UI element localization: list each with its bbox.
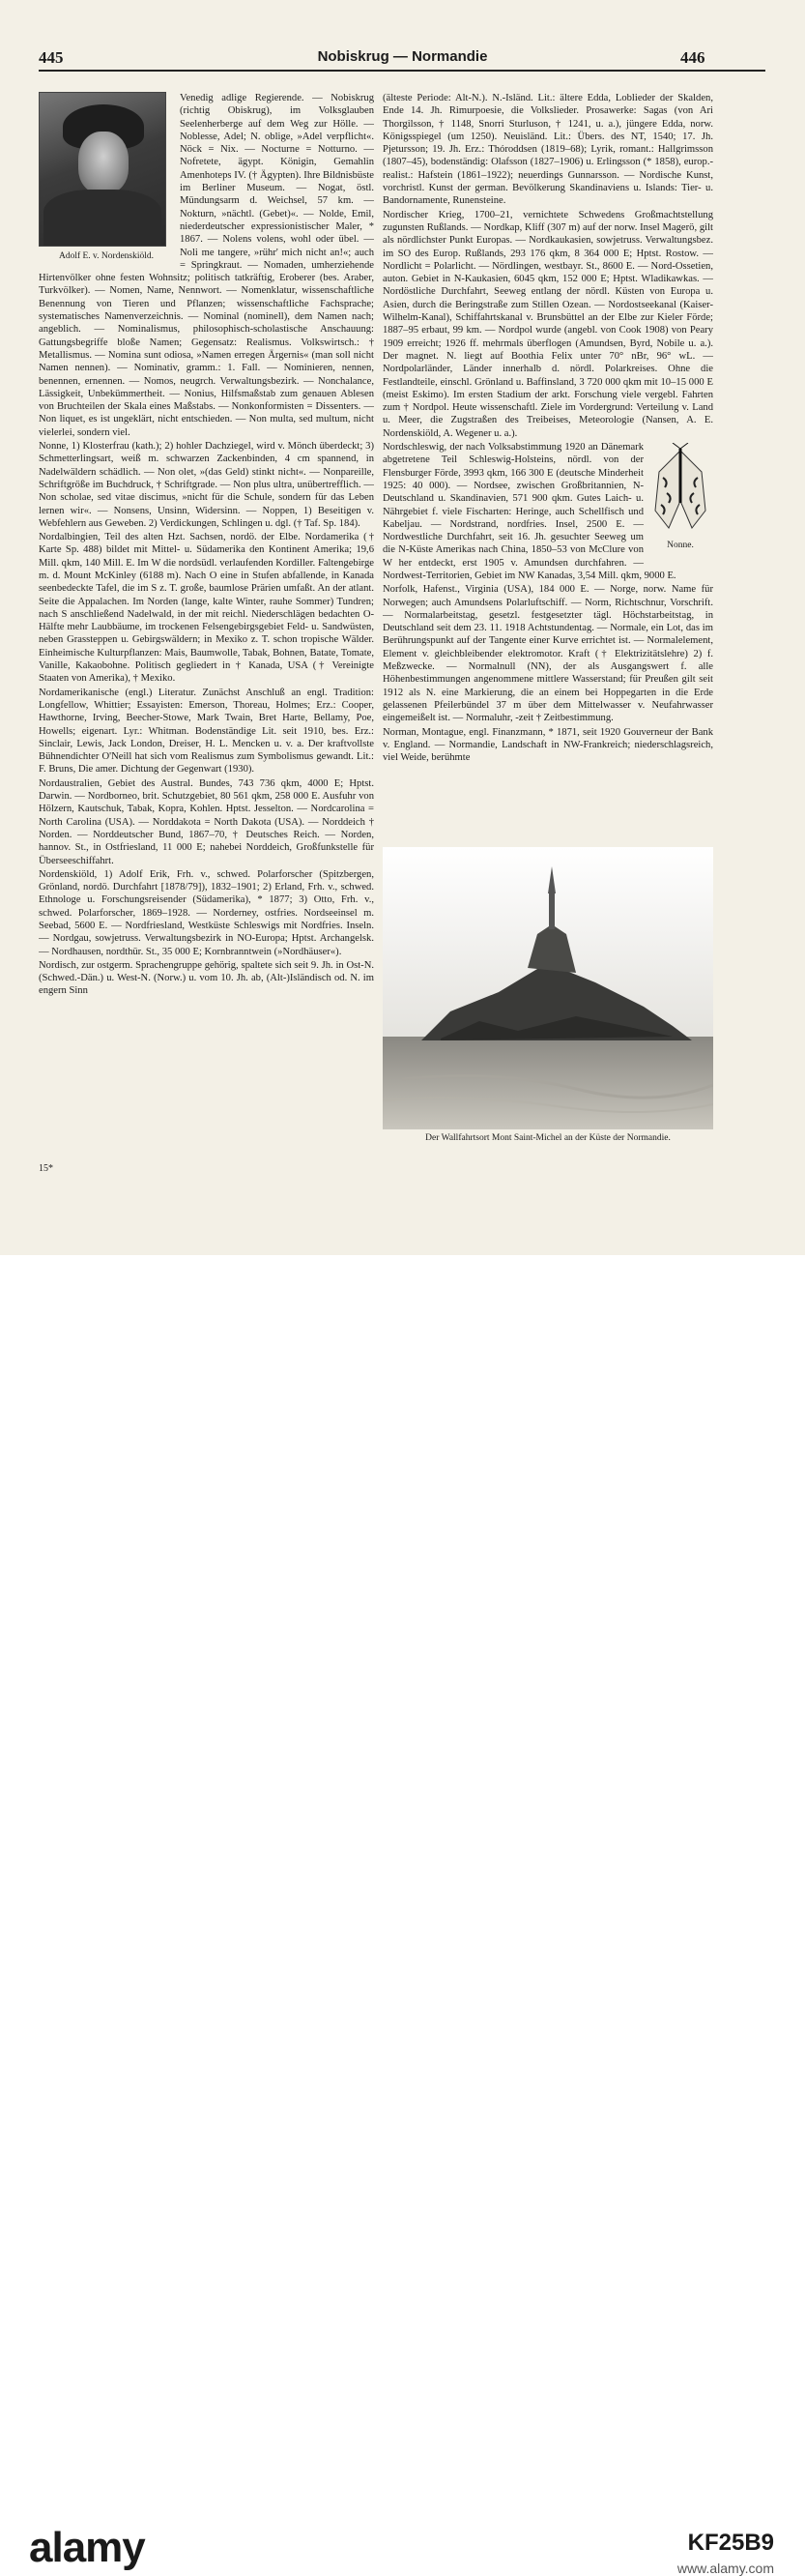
page-number-left: 445: [39, 48, 64, 67]
left-paragraph: Nordalbingien, Teil des alten Hzt. Sachsen, nordö. der Elbe. Nordamerika († Karte Sp. 488) bildet mit Mittel- u. Südamerika den Kontinent Amerika; 19,6 Mill. qkm, 140 Mill. E. Im W die nordsüdl. verlaufenden Kordiller. Faltengebirge m. d. Mount McKinley (6188 m). Nach O eine in Stufen abfallende, in Kanada seenbedeckte Tafel, die im S z. T. große, baumlose Prärien umfaßt. An der atlant. Seite die Appalachen. Im Norden (lange, kalte Winter, rauhe Sommer) Tundren; nach S anschließend Nadelwald, in der mit reichl. Niederschlägen bedachten O-Hälfte mehr Laubbäume, im trockenen Felsengebirgsgebiet Feld- u. Sandwüsten, neben Grassteppen u. Gebirgswäldern; in Mexiko z. T. schon tropische Wälder. Einheimische Kulturpflanzen: Mais, Baumwolle, Tabak, Bohnen, Batate, Tomate, Vanille, Kakaobohne. Politisch gegliedert in † Kanada, USA († Vereinigte Staaten von Amerika), † Mexiko.: [39, 532, 374, 685]
moth-illustration: [649, 443, 711, 536]
left-paragraph: Nonne, 1) Klosterfrau (kath.); 2) hohler Dachziegel, wird v. Mönch überdeckt; 3) Schmetterlingsart, weiß m. schwarzen Zackenbinden, 4 cm spannend, in Nadelwäldern schädlich. — Non olet, »(das Geld) stinkt nicht«. — Nonpareille, Schriftgröße im Buchdruck, † Schriftgrade. — Non plus ultra, unübertrefflich. — Non scholae, sed vitae discimus, »nicht für die Schule, sondern für das Leben lernen wir«. — Nonsens, Unsinn, Widersinn. — Noppen, 1) Beseitigen v. Webfehlern aus Geweben. 2) Verdickungen, Schlingen u. dgl. († Taf. Sp. 184).: [39, 441, 374, 529]
portrait-face: [78, 132, 129, 193]
portrait-coat: [43, 190, 161, 246]
right-column: [383, 92, 713, 810]
left-paragraph: Nordisch, zur ostgerm. Sprachengruppe gehörig, spaltete sich seit 9. Jh. in Ost-N. (Schwed.-Dän.) u. West-N. (Norw.) u. vom 10. Jh. ab, (Alt-)Isländisch od. N. im engern Sinn: [39, 959, 374, 997]
portrait-caption: Adolf E. v. Nordenskiöld.: [58, 251, 155, 261]
image-id: KF25B9: [687, 2530, 774, 2556]
left-column: [39, 92, 374, 1156]
nonne-caption: Nonne.: [667, 541, 694, 551]
mont-saint-michel-photo: [383, 847, 713, 1127]
site-url: www.alamy.com: [676, 2561, 774, 2576]
alamy-logo: alamy: [29, 2524, 145, 2571]
portrait-image: [39, 92, 166, 247]
right-paragraph: (älteste Periode: Alt-N.). N.-Isländ. Lit.: ältere Edda, Loblieder der Skalden, Ende 14. Jh. Rimurpoesie, die Volkslieder. Prosawerke: Sagas (von Ari Thorgilsson, † 1148, Snorri Sturluson, † 1241, u. a.), jüngere Edda, norw. Königsspiegel (um 1250). Neuisländ. Lit.: Übers. des NT, 1540; 17. Jh. Pjetursson; 19. Jh. Erz.: Thóroddsen (1819–68); Lyrik, romant.: Hallgrimsson (1807–45), bodenständig: Olafsson (1827–1906) u. Erlingsson (* 1858), europ.-realist.: Hafstein (1861–1922); neuerdings Gunnarsson. — Nordische Kunst, vorchristl. Kunst der german. Bevölkerung Skandinaviens u. Islands: Tier- u. Bandornamente, Runensteine.: [383, 93, 713, 207]
right-paragraph: Nordschleswig, der nach Volksabstimmung 1920 an Dänemark abgetretene Teil Schleswig-Holsteins, nördl. von der Flensburger Förde, 3993 qkm, 166 300 E (deutsche Minderheit 1925: 40 000). — Nordsee, zwischen Großbritannien, N-Deutschland u. Skandinavien, 571 900 qkm. Gutes Laich- u. Nährgebiet f. viele Fischarten: Heringe, auch Schellfisch und Kabeljau. — Nordstrand, nordfries. Insel, 2500 E. — Nordwestliche Durchfahrt, seit 16. Jh. gesuchter Seeweg um die N-Küste Amerikas nach China, 1850–53 von McClure von W her entdeckt, erst 1905 v. Amundsen durchfahren. — Nordwest-Territorien, Gebiet im NW Kanadas, 3,54 Mill. qkm, 9000 E.: [383, 442, 676, 581]
running-head: Nobiskrug — Normandie: [317, 48, 488, 65]
image-id-block: [677, 2530, 774, 2576]
header-rule: [39, 70, 765, 72]
left-paragraph: Nordenskiöld, 1) Adolf Erik, Frh. v., schwed. Polarforscher (Spitzbergen, Grönland, nordö. Durchfahrt [1878/79]), 1832–1901; 2) Erland, Frh. v., schwed. Ethnologe u. Forschungsreisender (Südamerika), * 1877; 3) Otto, Frh. v., schwed. Polarforscher, 1869–1928. — Norderney, ostfries. Nordseeinsel m. Seebad, 5600 E. — Nordfriesland, Westküste Schleswigs mit Nordfries. Inseln. — Nordgau, sowjetruss. Verwaltungsbezirk in NO-Europa; Hptst. Archangelsk. — Nordhausen, nordthür. St., 35 000 E; Kornbranntwein (»Nordhäuser«).: [39, 868, 374, 957]
nonne-figure: [647, 443, 713, 559]
watermark-bar: [0, 1255, 805, 2576]
photo-image: [383, 847, 713, 1129]
dictionary-page: [0, 0, 805, 1255]
signature-mark: 15*: [39, 1163, 53, 1174]
portrait-figure: [39, 92, 174, 266]
left-lead-paragraph: Venedig adlige Regierende. — Nobiskrug (richtig Obiskrug), im Volksglauben Seelenherberge auf dem Weg zur Hölle. — Noblesse, Adel; N. oblige, »Adel verpflicht«. Nöck = Nix. — Nocturne = Notturno. — Nofretete, ägypt. Königin, Gemahlin Amenhoteps IV. († Ägypten). Ihre Bildnisbüste im Berliner Museum. — Nogat, östl. Mündungsarm d. Weichsel, 57 km. — Nokturn, »nächtl. (Gebet)«. — Nolde, Emil, niederdeutscher expressionistischer Maler, * 1867. — Nolens volens, wohl oder übel. — Noli me tangere, »rühr' mich nicht an!«; auch = Springkraut. — Nomaden, umherziehende Hirtenvölker ohne festen Wohnsitz; politisch tatkräftig, Eroberer (bes. Araber, Turkvölker). — Nomen, Name, Nennwort. — Nomenklatur, wissenschaftliche Benennung von Tieren und Pflanzen; wissenschaftliche Fachsprache; systematisches Namenverzeichnis. — Nominal (nominell), dem Namen nach; angeblich. — Nominalismus, philosophisch-scholastische Anschauung: Gattungsbegriffe bloße Namen; Gegensatz: Realismus. Volkswirtsch.: † Metallismus. — Nomina sunt odiosa, »Namen erregen Ärgernis« (man soll nicht Namen nennen). — Nominativ, gramm.: 1. Fall. — Nominieren, nennen, benennen, ernennen. — Nomos, neugrch. Verwaltungsbezirk. — Nonchalance, Lässigkeit, Unbekümmertheit. — Nonius, Hilfsmaßstab zum genauen Ablesen von Bruchteilen der Skala eines Maßstabs. — Nonkonformisten = Dissenters. — Non liquet, es ist ungeklärt, nicht entschieden. — Non multa, sed multum, nicht vielerlei, sondern viel.: [39, 93, 374, 438]
left-paragraph: Nordamerikanische (engl.) Literatur. Zunächst Anschluß an engl. Tradition: Longfellow, Whittier; Essayisten: Emerson, Thoreau, Holmes; Erz.: Cooper, Hawthorne, Irving, Beecher-Stowe, Mark Twain, Bret Harte, Bellamy, Poe, Howells; eigenart. Lyr.: Whitman. Bodenständige Lit. seit 1910, bes. Erz.: Sinclair, Lewis, Jack London, Dreiser, H. L. Mencken u. v. a. Der kraftvollste Bühnendichter O'Neill hat sich vom Realismus zum Symbolismus gewandt. Lit.: F. Bruns, Die amer. Dichtung der Gegenwart (1930).: [39, 687, 374, 776]
photo-caption: Der Wallfahrtsort Mont Saint-Michel an der Küste der Normandie.: [425, 1133, 671, 1143]
left-paragraph: Nordaustralien, Gebiet des Austral. Bundes, 743 736 qkm, 4000 E; Hptst. Darwin. — Nordborneo, brit. Schutzgebiet, 80 561 qkm, 258 000 E. Ausfuhr von Hölzern, Kautschuk, Tabak, Kopra, Kohlen. Hptst. Jesselton. — Nordcarolina = North Carolina (USA). — Norddakota = North Dakota (USA). — Norddeich † Norden. — Norddeutscher Bund, 1867–70, † Deutsches Reich. — Norden, hannov. St., in Ostfriesland, 11 000 E; nahebei Norddeich, Großfunkstelle für Überseeschiffahrt.: [39, 777, 374, 866]
right-paragraph: Norman, Montague, engl. Finanzmann, * 1871, seit 1920 Gouverneur der Bank v. England. — Normandie, Landschaft in NW-Frankreich; niederschlagsreich, viel Weide, berühmte: [383, 726, 713, 764]
page-number-right: 446: [680, 48, 705, 67]
right-paragraph: Norfolk, Hafenst., Virginia (USA), 184 000 E. — Norge, norw. Name für Norwegen; auch Amundsens Polarluftschiff. — Norm, Richtschnur, Vorschrift. — Normalarbeitstag, gesetzl. festgesetzter tägl. Höchstarbeitstag, in Deutschland seit dem 23. 11. 1918 Achtstundentag. — Normale, ein Lot, das im Berührungspunkt auf der Tangente einer Kurve errichtet ist. — Normalelement, Element v. gleichbleibender elektromotor. Kraft († Elektrizitätslehre) 2) f. Meßzwecke. — Normalnull (NN), der als Ausgangswert f. alle Höhenbestimmungen angenommene mittlere Wasserstand; für Preußen gilt seit 1912 als N. eine Markierung, die an einem bei Hoppegarten in die Erde gelassenen Pfeilerbündel 37 m über dem Mittelwasser v. Neufahrwasser eingemeißelt ist. — Normaluhr, -zeit † Zeitbestimmung.: [383, 584, 713, 724]
right-paragraph: Nordischer Krieg, 1700–21, vernichtete Schwedens Großmachtstellung zugunsten Rußlands. — Nordkap, Kliff (307 m) auf der norw. Insel Magerö, gilt als nördlichster Punkt Europas. — Nordkaukasien, sowjetruss. Verwaltungsbez. im SO des Europ. Rußlands, 293 176 qkm, 8 364 000 E; Hptst. Rostow. — Nordlicht = Polarlicht. — Nördlingen, westbayr. St., 8600 E. — Nord-Ossetien, auton. Gebiet in N-Kaukasien, 6045 qkm, 152 000 E; Hptst. Wladikawkas. — Nordöstliche Durchfahrt, Seeweg entlang der nördl. Küsten von Europa u. Asien, durch die Beringstraße zum Stillen Ozean. — Nordostseekanal (Kaiser-Wilhelm-Kanal), Schiffahrtskanal v. Brunsbüttel an der Elbe zur Kieler Förde; 1887–95 erbaut, 99 km. — Nordpol wurde (angebl. von Cook 1908) von Peary 1909 erreicht; 1926 ff. mehrmals überflogen (Amundsen, Byrd, Nobile u. a.). Der magnet. N. liegt auf Boothia Felix unter 70° nBr, 96° wL. — Nordpolarländer, Länder innerhalb d. nördl. Polarkreises. Ohne die Festlandteile, einschl. Grönland u. Baffinsland, 3 720 000 qkm mit 10–15 000 E (meist Eskimo). Im ersten Stadium der arkt. Forschung viele vergebl. Fahrten zum † Nordpol. Heute wissenschaftl. Ziele im Vordergrund: Verteilung v. Land u. Meer, die Zugstraßen des Treibeises, Meteorologie (Nansen, A. E. Nordenskiöld, A. Wegener u. a.).: [383, 209, 713, 439]
